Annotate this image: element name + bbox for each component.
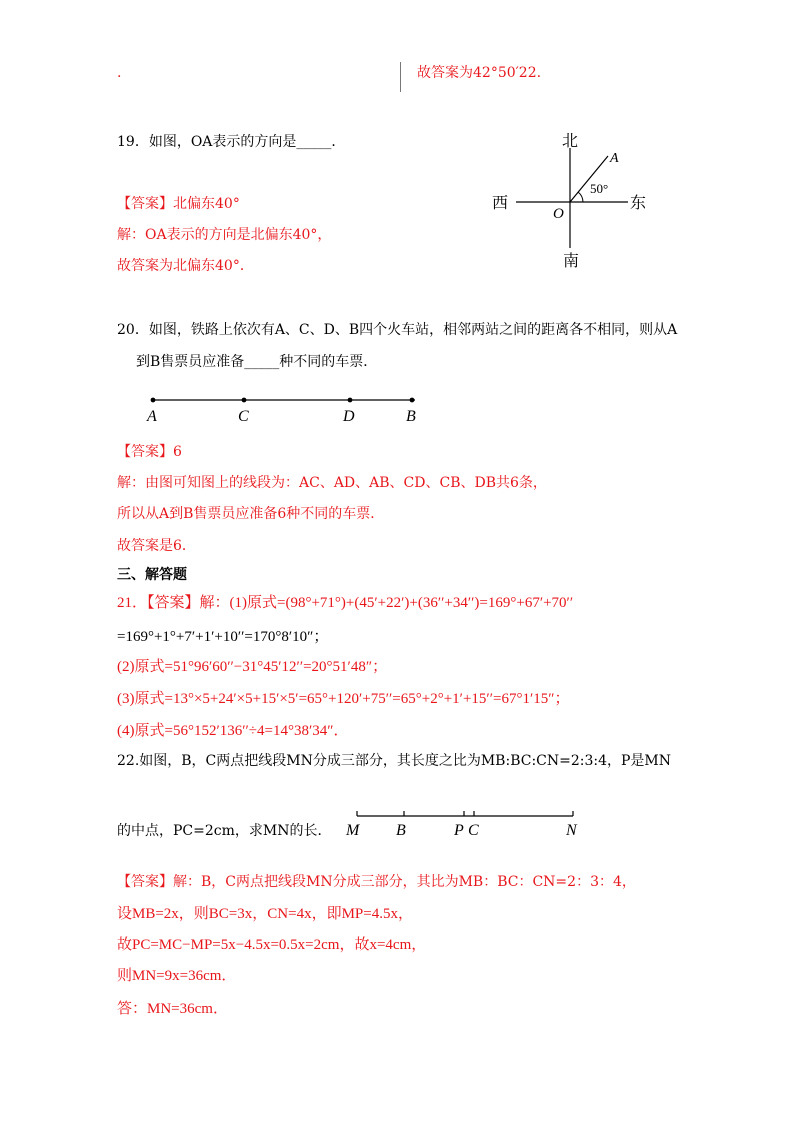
q22-solution-line-3: 则MN=9x=36cm． (117, 968, 237, 984)
question-20-line-2: 到B售票员应准备_____种不同的车票． (136, 354, 378, 370)
label-west: 西 (492, 195, 509, 212)
column-divider (400, 62, 401, 92)
q20-solution-line-2: 所以从A到B售票员应准备6种不同的车票． (117, 506, 385, 522)
station-label-c: C (238, 408, 249, 425)
q20-solution-line-3: 故答案是6． (117, 538, 196, 554)
q21-line-3: (2)原式=51°96′60′′−31°45′12′′=20°51′48″； (117, 659, 388, 675)
section-title: 三、解答题 (117, 567, 187, 583)
q21-line-4: (3)原式=13°×5+24′×5+15′×5′=65°+120′+75′′=65°+2°+1′+15′′=67°1′15″； (117, 691, 570, 707)
segment-figure (340, 806, 590, 842)
point-label-b: B (396, 822, 406, 839)
point-label-m: M (346, 822, 360, 839)
question-22-line-2: 的中点，PC=2cm，求MN的长． (117, 823, 332, 839)
station-label-d: D (343, 408, 355, 425)
leading-dot: . (117, 65, 122, 81)
point-label-c: C (468, 822, 479, 839)
previous-answer: 故答案为42°50′22. (417, 65, 542, 81)
label-east: 东 (630, 195, 647, 212)
q20-solution-line-1: 解：由图可知图上的线段为：AC、AD、AB、CD、CB、DB共6条， (117, 475, 547, 491)
point-label-n: N (566, 822, 577, 839)
question-19: 19．如图，OA表示的方向是_____． (117, 134, 346, 150)
q19-answer-tag: 【答案】北偏东40° (117, 196, 240, 212)
q19-solution-line-1: 解：OA表示的方向是北偏东40°， (117, 227, 332, 243)
station-b-dot (410, 398, 415, 403)
q20-answer-tag: 【答案】6 (117, 444, 182, 460)
q22-answer-tag: 【答案】解：B，C两点把线段MN分成三部分，其比为MB：BC：CN=2：3：4， (117, 874, 636, 890)
label-angle: 50° (590, 181, 609, 196)
question-20-line-1: 20．如图，铁路上依次有A、C、D、B四个火车站，相邻两站之间的距离各不相同，则从A (117, 322, 678, 338)
q22-solution-line-2: 故PC=MC−MP=5x−4.5x=0.5x=2cm，故x=4cm， (117, 937, 427, 953)
question-22-line-1: 22.如图，B，C两点把线段MN分成三部分，其长度之比为MB:BC:CN=2:3:4，P是MN (117, 753, 672, 769)
point-label-p: P (454, 822, 464, 839)
compass-figure (480, 120, 680, 280)
angle-arc (578, 192, 583, 202)
q22-solution-line-1: 设MB=2x，则BC=3x，CN=4x，即MP=4.5x， (117, 906, 413, 922)
label-point-a: A (610, 151, 619, 166)
q19-solution-line-2: 故答案为北偏东40°． (117, 258, 254, 274)
railway-figure (140, 390, 430, 430)
q22-solution-line-4: 答：MN=36cm． (117, 1001, 228, 1017)
label-north: 北 (562, 133, 579, 150)
label-origin: O (553, 206, 564, 222)
q21-line-1: 21．【答案】解：(1)原式=(98°+71°)+(45′+22′)+(36′′+34′′)=169°+67′+70′′ (117, 595, 574, 611)
station-c-dot (242, 398, 247, 403)
station-label-b: B (406, 408, 416, 425)
q21-line-2: =169°+1°+7′+1′+10′′=170°8′10″； (117, 629, 329, 645)
station-d-dot (348, 398, 353, 403)
station-label-a: A (147, 408, 157, 425)
q21-line-5: (4)原式=56°152′136′′÷4=14°38′34″． (117, 723, 349, 739)
label-south: 南 (563, 253, 580, 270)
station-a-dot (151, 398, 156, 403)
